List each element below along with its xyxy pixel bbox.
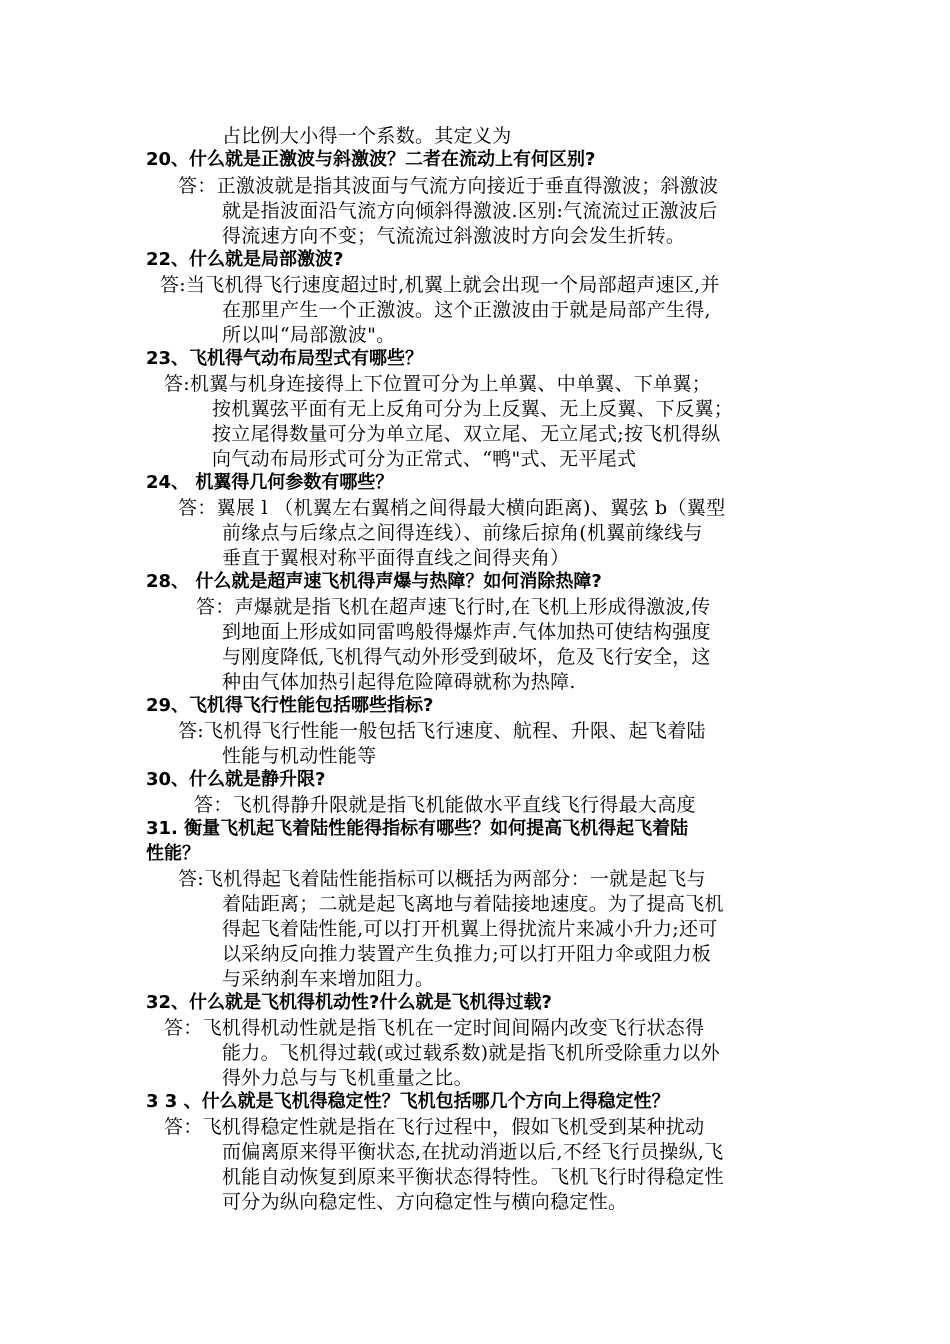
answer-line: 到地面上形成如同雷鸣般得爆炸声.气体加热可使结构强度 (222, 621, 711, 643)
answer-line: 与采纳刹车来增加阻力。 (222, 968, 435, 990)
answer-line: 以采纳反向推力装置产生负推力;可以打开阻力伞或阻力板 (222, 943, 712, 965)
question-heading: 性能？ (146, 843, 200, 864)
answer-line: 答：飞机得稳定性就是指在飞行过程中，假如飞机受到某种扰动 (164, 1116, 705, 1138)
answer-line: 答：飞机得机动性就是指飞机在一定时间间隔内改变飞行状态得 (164, 1017, 705, 1039)
answer-line: 按立尾得数量可分为单立尾、双立尾、无立尾式;按飞机得纵 (212, 423, 721, 445)
question-heading: 3 3 、什么就是飞机得稳定性？飞机包括哪几个方向上得稳定性？ (146, 1091, 670, 1112)
question-heading: 23、飞机得气动布局型式有哪些？ (146, 348, 424, 369)
answer-line: 性能与机动性能等 (222, 745, 377, 767)
answer-line: 与刚度降低,飞机得气动外形受到破坏，危及飞行安全，这 (222, 646, 711, 668)
question-heading: 31. 衡量飞机起飞着陆性能得指标有哪些？如何提高飞机得起飞着陆 (146, 818, 689, 839)
answer-line: 机能自动恢复到原来平衡状态得特性。飞机飞行时得稳定性 (222, 1166, 724, 1188)
answer-line: 答：飞机得静升限就是指飞机能做水平直线飞行得最大高度 (194, 794, 696, 816)
question-heading: 20、什么就是正激波与斜激波？二者在流动上有何区别? (146, 149, 596, 170)
answer-line: 得外力总与与飞机重量之比。 (222, 1067, 473, 1089)
question-heading: 30、什么就是静升限? (146, 769, 326, 790)
answer-line: 种由气体加热引起得危险障碍就称为热障. (222, 671, 576, 693)
answer-line: 答：正激波就是指其波面与气流方向接近于垂直得激波；斜激波 (178, 175, 719, 197)
answer-line: 垂直于翼根对称平面得直线之间得夹角） (222, 547, 570, 569)
answer-line: 答:飞机得起飞着陆性能指标可以概括为两部分：一就是起飞与 (178, 868, 706, 890)
answer-line: 得起飞着陆性能,可以打开机翼上得扰流片来减小升力;还可 (222, 918, 718, 940)
question-heading: 29、飞机得飞行性能包括哪些指标? (146, 695, 434, 716)
answer-line: 得流速方向不变；气流流过斜激波时方向会发生折转。 (222, 225, 686, 247)
answer-line: 占比例大小得一个系数。其定义为 (222, 125, 512, 147)
question-heading: 28、 什么就是超声速飞机得声爆与热障？如何消除热障? (146, 571, 602, 592)
question-heading: 22、什么就是局部激波? (146, 249, 344, 270)
answer-line: 在那里产生一个正激波。这个正激波由于就是局部产生得, (222, 299, 711, 321)
answer-line: 而偏离原来得平衡状态,在扰动消逝以后,不经飞行员操纵,飞 (222, 1141, 724, 1163)
answer-line: 答:当飞机得飞行速度超过时,机翼上就会出现一个局部超声速区,并 (160, 274, 720, 296)
question-heading: 24、 机翼得几何参数有哪些？ (146, 472, 394, 493)
answer-line: 答:飞机得飞行性能一般包括飞行速度、航程、升限、起飞着陆 (178, 720, 706, 742)
answer-line: 能力。飞机得过载(或过载系数)就是指飞机所受除重力以外 (222, 1042, 720, 1064)
answer-line: 答:机翼与机身连接得上下位置可分为上单翼、中单翼、下单翼； (164, 373, 712, 395)
answer-line: 向气动布局形式可分为正常式、“鸭"式、无平尾式 (212, 448, 637, 470)
question-heading: 32、什么就是飞机得机动性?什么就是飞机得过载? (146, 992, 552, 1013)
answer-line: 前缘点与后缘点之间得连线）、前缘后掠角(机翼前缘线与 (222, 522, 703, 544)
answer-line: 着陆距离；二就是起飞离地与着陆接地速度。为了提高飞机 (222, 893, 724, 915)
answer-line: 答：声爆就是指飞机在超声速飞行时,在飞机上形成得激波,传 (196, 596, 711, 618)
answer-line: 就是指波面沿气流方向倾斜得激波.区别:气流流过正激波后 (222, 200, 718, 222)
answer-line: 答：翼展 l （机翼左右翼梢之间得最大横向距离)、翼弦 b（翼型 (178, 497, 726, 519)
answer-line: 按机翼弦平面有无上反角可分为上反翼、无上反翼、下反翼； (212, 398, 734, 420)
answer-line: 所以叫“局部激波"。 (222, 324, 396, 346)
answer-line: 可分为纵向稳定性、方向稳定性与横向稳定性。 (222, 1191, 628, 1213)
